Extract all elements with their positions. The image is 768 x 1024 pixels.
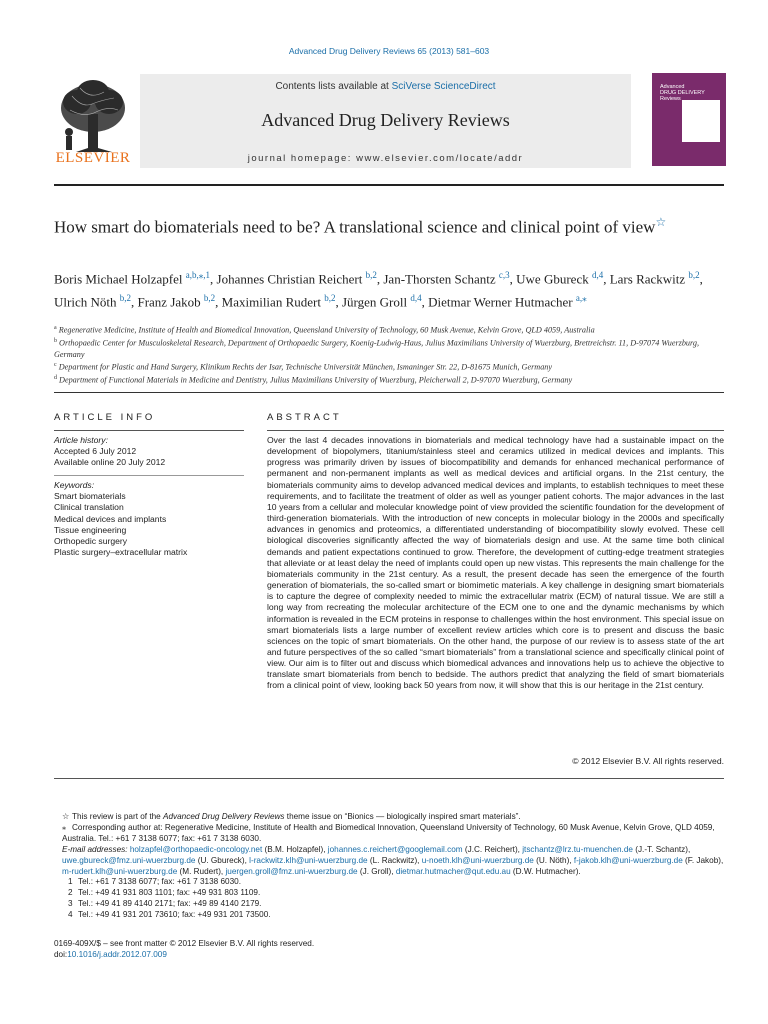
email-link[interactable]: holzapfel@orthopaedic-oncology.net — [129, 844, 263, 854]
footnote-tel — [54, 888, 726, 899]
email-link[interactable]: jtschantz@lrz.tu-muenchen.de — [522, 844, 633, 854]
email-link[interactable]: l-rackwitz.klh@uni-wuerzburg.de — [249, 855, 368, 865]
cover-image-box — [682, 100, 720, 142]
keyword-item: Tissue engineering — [54, 524, 127, 535]
author-affiliation-marks[interactable]: c,3 — [498, 270, 510, 280]
section-rule — [54, 392, 724, 393]
doi-line — [54, 949, 314, 960]
author-affiliation-marks[interactable]: a,⁎ — [575, 292, 587, 303]
footnote-tel-text: Tel.: +49 41 931 201 73610; fax: +49 931 201 73500. — [78, 910, 271, 920]
abstract-copyright: © 2012 Elsevier B.V. All rights reserved. — [572, 756, 724, 766]
affiliation-item — [54, 336, 726, 360]
header-rule — [54, 184, 724, 186]
cover-title-line-1: Advanced — [660, 84, 685, 90]
author-affiliation-marks[interactable]: b,2 — [365, 270, 377, 280]
footnote-tel-mark: 4 — [68, 910, 73, 920]
footnote-theme-post: theme issue on “Bionics — biologically inspired smart materials”. — [284, 812, 521, 821]
author-affiliation-marks[interactable]: d,4 — [410, 292, 422, 303]
affiliation-mark: b — [54, 337, 57, 344]
keywords-block — [54, 480, 244, 558]
affiliation-text: Department for Plastic and Hand Surgery, Klinikum Rechts der Isar, Technische Universität München, Ismaninger Str. 22, D-81675 Munich, Germany — [58, 362, 553, 372]
keywords-label: Keywords: — [54, 480, 95, 490]
keyword-item: Medical devices and implants — [54, 513, 167, 524]
footnote-theme-issue — [54, 812, 726, 823]
author-name[interactable]: Franz Jakob — [137, 294, 201, 310]
affiliation-mark: a — [54, 325, 57, 331]
footnote-rule — [54, 778, 724, 779]
author-name[interactable]: Boris Michael Holzapfel — [54, 271, 183, 287]
affiliation-text: Orthopaedic Center for Musculoskeletal Research, Department of Orthopaedic Surgery, Koenig-Ludwig-Haus, Julius Maximilians University of Wuerzburg, Brettreichstr. 11, D-97074 Wuerzburg, Germany — [54, 338, 700, 359]
email-link[interactable]: dietmar.hutmacher@qut.edu.au — [395, 866, 511, 876]
doi-prefix: doi: — [54, 950, 68, 959]
email-owner: (F. Jakob), — [682, 855, 724, 865]
cover-title-line-2: DRUG DELIVERY — [660, 90, 705, 96]
footnote-tel — [54, 877, 726, 888]
email-owner: (J. Groll), — [357, 866, 396, 876]
contents-line — [140, 81, 631, 92]
doi-link[interactable]: 10.1016/j.addr.2012.07.009 — [67, 950, 167, 959]
keyword-item: Smart biomaterials — [54, 491, 126, 502]
email-owner: (D.W. Hutmacher). — [510, 866, 581, 876]
author-affiliation-marks[interactable]: b,2 — [203, 292, 216, 303]
email-owner: (J.-T. Schantz), — [632, 844, 691, 854]
affiliation-text: Regenerative Medicine, Institute of Health and Biomedical Innovation, Queensland University of Technology, 60 Musk Avenue, Kelvin Grove, QLD 4059, Australia — [58, 325, 595, 335]
author-affiliation-marks[interactable]: a,b,⁎,1 — [185, 270, 211, 280]
journal-title: Advanced Drug Delivery Reviews — [261, 110, 510, 130]
footnote-theme-journal: Advanced Drug Delivery Reviews — [163, 812, 285, 821]
email-link[interactable]: f-jakob.klh@uni-wuerzburg.de — [573, 855, 683, 865]
author-name[interactable]: Jürgen Groll — [341, 294, 408, 310]
author-name[interactable]: Uwe Gbureck — [516, 271, 589, 287]
author-name[interactable]: Johannes Christian Reichert — [216, 271, 363, 287]
abstract-rule — [267, 430, 724, 431]
keyword-list — [54, 491, 244, 558]
email-link[interactable]: u-noeth.klh@uni-wuerzburg.de — [421, 855, 534, 865]
author-affiliation-marks[interactable]: b,2 — [119, 292, 131, 303]
keyword-item: Clinical translation — [54, 502, 124, 513]
keyword-item: Plastic surgery–extracellular matrix — [54, 547, 188, 558]
accepted-date: Accepted 6 July 2012 — [54, 446, 137, 457]
author-name[interactable]: Lars Rackwitz — [609, 271, 686, 287]
author-list: Boris Michael Holzapfel $^{a,b,⁎,1}$, Johannes Christian Reichert $^{b,2}$, Jan-Thorsten Schantz $^{c,3}$, Uwe Gbureck $^{d,4}$, Lars Rackwitz $^{b,2}$, Ulrich Nöth $^{b,2}$, Franz Jakob $^{b,2}$, Maximilian Rudert $^{b,2}$, Jürgen Groll $^{d,4}$, Dietmar Werner Hutmacher $^{a,⁎}$ — [54, 270, 703, 310]
author-affiliation-marks[interactable]: b,2 — [688, 270, 700, 280]
email-owner: (M. Rudert), — [177, 866, 226, 876]
footnote-corresponding — [54, 823, 726, 845]
affiliation-mark: d — [54, 375, 57, 382]
article-history — [54, 435, 244, 469]
author-name[interactable]: Jan-Thorsten Schantz — [383, 271, 496, 287]
footnote-tels — [54, 877, 726, 921]
footnote-star-icon: ☆ — [62, 812, 70, 821]
footnote-tel-mark: 2 — [68, 888, 73, 898]
email-owner: (U. Nöth), — [533, 855, 574, 865]
front-matter — [54, 938, 314, 960]
author-affiliation-marks[interactable]: b,2 — [324, 292, 336, 303]
footnote-tel-mark: 3 — [68, 899, 73, 909]
email-link[interactable]: juergen.groll@fmz.uni-wuerzburg.de — [225, 866, 358, 876]
author-affiliation-marks[interactable]: d,4 — [591, 270, 604, 280]
paper-title — [54, 211, 724, 239]
footnote-theme-pre: This review is part of the — [72, 812, 164, 821]
keyword-item: Orthopedic surgery — [54, 536, 128, 547]
corresponding-author-text: Corresponding author at: Regenerative Medicine, Institute of Health and Biomedical Innovation, Queensland University of Technology, 60 Musk Avenue, Kelvin Grove, QLD 4059, Australia. Tel.: +61 7 3138 6077; fax: +61 7 3138 6030. — [62, 822, 715, 843]
keywords-rule — [54, 475, 244, 476]
affiliations — [54, 323, 726, 386]
journal-reference-link[interactable]: Advanced Drug Delivery Reviews 65 (2013) 581–603 — [288, 46, 490, 56]
affiliation-item — [54, 360, 726, 373]
article-info-rule — [54, 430, 244, 431]
footnote-tel — [54, 899, 726, 910]
author-name[interactable]: Maximilian Rudert — [221, 294, 321, 310]
email-link[interactable]: m-rudert.klh@uni-wuerzburg.de — [62, 866, 178, 876]
footnote-tel-text: Tel.: +49 41 89 4140 2171; fax: +49 89 4140 2179. — [78, 899, 262, 909]
footnotes — [54, 812, 726, 921]
contents-prefix: Contents lists available at — [275, 81, 392, 92]
email-link[interactable]: uwe.gbureck@fmz.uni-wuerzburg.de — [62, 855, 196, 865]
email-owner: (B.M. Holzapfel), — [262, 844, 328, 854]
paper-title-text: How smart do biomaterials need to be? A translational science and clinical point of view — [54, 217, 656, 237]
affiliation-text: Department of Functional Materials in Medicine and Dentistry, Julius Maximilians University of Wuerzburg, Pleicherwall 2, D-97070 Wuerzburg, Germany — [59, 375, 573, 385]
article-info-heading: ARTICLE INFO — [54, 412, 156, 423]
cover-title-line-3: Reviews — [660, 96, 681, 102]
abstract-heading: ABSTRACT — [267, 412, 342, 423]
author-name[interactable]: Dietmar Werner Hutmacher — [428, 294, 573, 310]
issn-line: 0169-409X/$ – see front matter © 2012 Elsevier B.V. All rights reserved. — [54, 939, 315, 948]
affiliation-item — [54, 323, 726, 336]
online-date: Available online 20 July 2012 — [54, 457, 166, 468]
email-owner: (J.C. Reichert), — [462, 844, 523, 854]
footnote-tel-text: Tel.: +61 7 3138 6077; fax: +61 7 3138 6030. — [78, 877, 241, 887]
author-name[interactable]: Ulrich Nöth — [54, 294, 117, 310]
footnote-emails — [54, 845, 726, 878]
footnote-tel-mark: 1 — [68, 877, 73, 887]
title-star-icon[interactable]: ☆ — [655, 215, 667, 229]
elsevier-wordmark: ELSEVIER — [55, 150, 131, 166]
footnote-tel — [54, 910, 726, 921]
sciencedirect-link[interactable]: SciVerse ScienceDirect — [391, 81, 496, 92]
email-link[interactable]: johannes.c.reichert@googlemail.com — [327, 844, 463, 854]
email-owner: (U. Gbureck), — [195, 855, 250, 865]
article-history-label: Article history: — [54, 435, 108, 445]
footnote-tel-text: Tel.: +49 41 931 803 1101; fax: +49 931 803 1109. — [78, 888, 261, 898]
email-label: E-mail addresses: — [62, 844, 128, 854]
affiliation-mark: c — [54, 362, 57, 369]
footnote-asterisk-icon: ⁎ — [62, 822, 67, 832]
journal-homepage[interactable]: journal homepage: www.elsevier.com/locate/addr — [247, 153, 524, 164]
affiliation-item — [54, 373, 726, 386]
abstract-text: Over the last 4 decades innovations in biomaterials and medical technology have had a sustainable impact on the development of biopolymers, titanium/stainless steel and ceramics utilized in medical devices and implants. This progress was primarily driven by issues of biocompatibility and demands for enhanced mechanical performance of permanent and non-permanent implants as well as medical devices and artificial organs. In the 21st century, the biomaterials community aims to develop advanced medical devices and implants, to establish techniques to meet these requirements, and to facilitate the treatment of older as well as younger patient cohorts. The major advances in the last 10 years from a cellular and molecular knowledge point of view provided the scientific foundation for the development of third-generation biomaterials. With the introduction of new concepts in molecular biology in the 2000s and specifically advances in genomics and proteomics, a differentiated understanding of biocompatibility slowly evolved. These cell biological discoveries significantly affected the way of biomaterials design and use. At the same time both clinical demands and patient expectations continued to grow. Therefore, the development of cutting-edge treatment strategies that alleviate or at least delay the need of implants could open up new vistas. This represents the main challenge for the biomaterials community in the 21st century. As a result, the present decade has seen the emergence of the fourth generation of biomaterials, the so-called smart or biomimetic materials. A key challenge in designing smart biomaterials is to capture the degree of complexity needed to mimic the extracellular matrix (ECM) of natural tissue. We are still a long way from recreating the molecular architecture of the ECM one to one and the dynamic mechanisms by which information is revealed in the ECM proteins in response to challenges within the host environment. This special issue on smart biomaterials lists a large number of excellent review articles which core is to present and discuss the basic sciences on the topic of smart biomaterials. On the other hand, the purpose of our review is to assess state of the art and future perspectives of the so called “smart biomaterials” from a translational science and specifically clinical point of view. Our aim is to filter out and discuss which biomedical advances and innovations help us to achieve the objective to translate smart biomaterials from bench to bedside. The authors predict that analyzing the field of smart biomaterials from a clinical point of view, looking back 50 years from now, it will show that this is our heritage in the 21st century. — [267, 435, 724, 691]
email-owner: (L. Rackwitz), — [367, 855, 422, 865]
